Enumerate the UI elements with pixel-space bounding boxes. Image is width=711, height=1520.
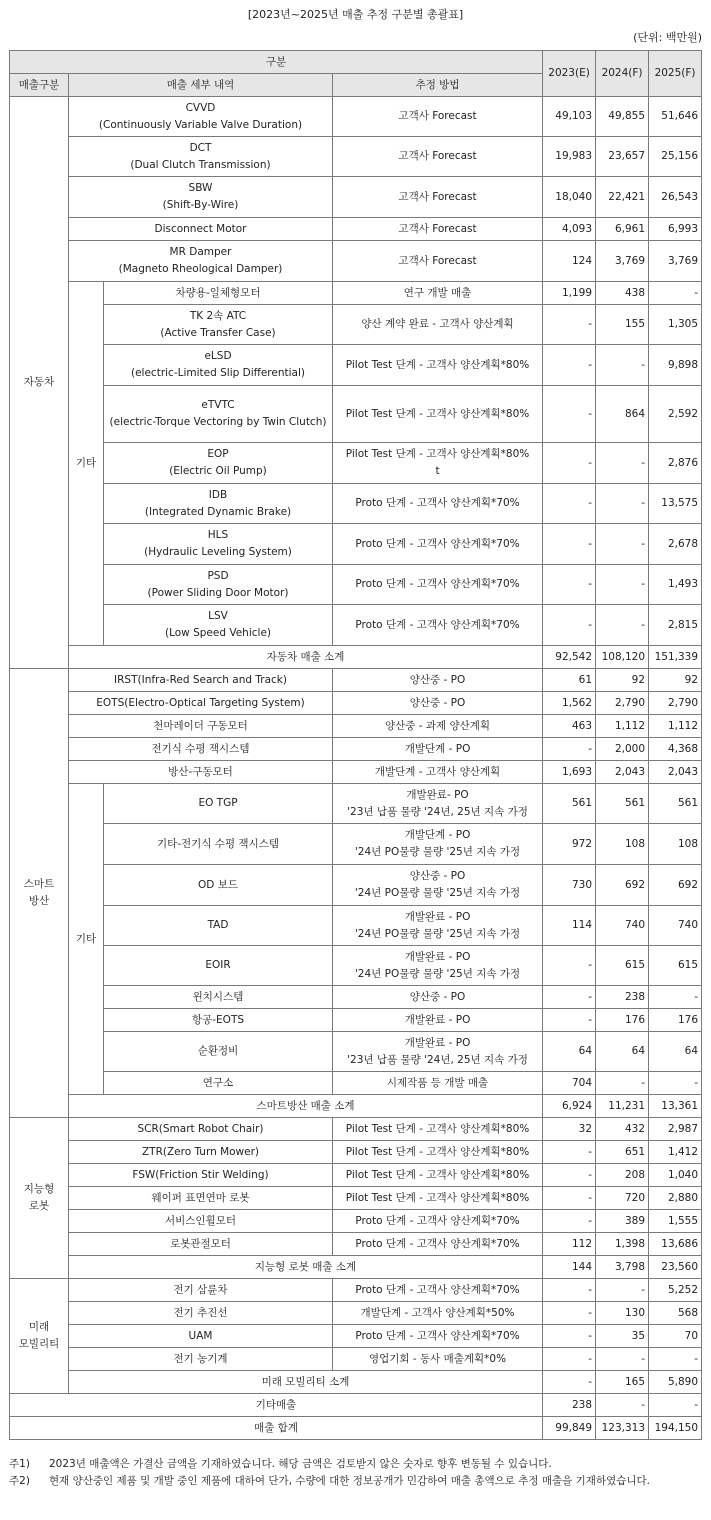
table-title: [2023년~2025년 매출 추정 구분별 총괄표] [247,8,464,21]
value-2025: 13,575 [649,484,702,524]
estimation-method: 개발완료 - PO [333,1009,543,1032]
header-2023: 2023(E) [543,51,596,97]
table-row [10,946,702,986]
estimation-method: Pilot Test 단계 - 고객사 양산계획*80% [333,1187,543,1210]
category-cell: 지능형 로봇 [10,1118,69,1279]
table-row [10,1187,702,1210]
table-row [10,565,702,605]
value-2025: - [649,986,702,1009]
estimation-method: Proto 단계 - 고객사 양산계획*70% [333,565,543,605]
value-2024: - [596,565,649,605]
table-row [10,443,702,484]
value-2023: - [543,1279,596,1302]
value-2025: - [649,1072,702,1095]
footnotes [9,1456,701,1491]
item-name: SBW (Shift-By-Wire) [69,177,333,218]
table-row [10,1302,702,1325]
estimation-method: 개발단계 - 고객사 양산계획 [333,761,543,784]
table-row [10,524,702,565]
table-row [10,177,702,218]
value-2023: 64 [543,1032,596,1072]
item-name: Disconnect Motor [69,218,333,241]
subtotal-row [10,1256,702,1279]
value-2025: - [649,1394,702,1417]
footnote [9,1456,701,1473]
value-2024: 208 [596,1164,649,1187]
other-sales-row-label: 기타매출 [10,1394,543,1417]
table-row [10,906,702,946]
value-2024: 92 [596,669,649,692]
item-name: 방산-구동모터 [69,761,333,784]
value-2024: 11,231 [596,1095,649,1118]
value-2025: 13,361 [649,1095,702,1118]
grand-total-row [10,1417,702,1440]
table-row [10,865,702,906]
subtotal-row [10,1095,702,1118]
value-2023: - [543,986,596,1009]
table-row [10,986,702,1009]
value-2023: 1,562 [543,692,596,715]
estimation-method: 개발완료 - PO '24년 PO물량 물량 '25년 지속 가정 [333,946,543,986]
table-row [10,669,702,692]
value-2023: - [543,1210,596,1233]
value-2023: - [543,443,596,484]
value-2025: 176 [649,1009,702,1032]
item-name: EOIR [104,946,333,986]
value-2023: 92,542 [543,646,596,669]
value-2023: - [543,484,596,524]
header-2025: 2025(F) [649,51,702,97]
footnote [9,1473,701,1490]
header-category: 매출구분 [10,74,69,97]
value-2023: 114 [543,906,596,946]
estimation-method: Proto 단계 - 고객사 양산계획*70% [333,1233,543,1256]
value-2023: - [543,1164,596,1187]
value-2025: 4,368 [649,738,702,761]
estimation-method: Pilot Test 단계 - 고객사 양산계획*80% [333,386,543,443]
sub-group-cell: 기타 [69,784,104,1095]
item-name: 차량용-일체형모터 [104,282,333,305]
value-2023: - [543,1302,596,1325]
estimation-method: 양산중 - PO [333,669,543,692]
table-row [10,761,702,784]
footnote-text: 2023년 매출액은 가결산 금액을 기재하였습니다. 해당 금액은 검토받지 않은 숫자로 향후 변동될 수 있습니다. [49,1458,552,1470]
table-row [10,715,702,738]
value-2023: 972 [543,824,596,865]
table-row [10,1072,702,1095]
value-2025: 13,686 [649,1233,702,1256]
estimation-method: 시제작품 등 개발 매출 [333,1072,543,1095]
table-row [10,1325,702,1348]
item-name: CVVD (Continuously Variable Valve Duration) [69,97,333,137]
table-row [10,345,702,386]
table-row [10,738,702,761]
item-name: ZTR(Zero Turn Mower) [69,1141,333,1164]
value-2024: 6,961 [596,218,649,241]
value-2023: - [543,946,596,986]
value-2025: 5,252 [649,1279,702,1302]
value-2025: 1,305 [649,305,702,345]
value-2024: 108 [596,824,649,865]
subtotal-label: 스마트방산 매출 소계 [69,1095,543,1118]
category-cell: 스마트 방산 [10,669,69,1118]
table-row [10,1118,702,1141]
table-row [10,1164,702,1187]
table-row [10,305,702,345]
item-name: TAD [104,906,333,946]
value-2024: 438 [596,282,649,305]
value-2024: - [596,605,649,646]
value-2024: 64 [596,1032,649,1072]
estimation-method: 개발완료- PO '23년 납품 물량 '24년, 25년 지속 가정 [333,784,543,824]
value-2025: 1,493 [649,565,702,605]
item-name: 서비스인휠모터 [69,1210,333,1233]
header-group: 구분 [10,51,543,74]
value-2023: 561 [543,784,596,824]
value-2023: - [543,605,596,646]
estimation-method: 양산 계약 완료 - 고객사 양산계획 [333,305,543,345]
value-2024: 561 [596,784,649,824]
item-name: EO TGP [104,784,333,824]
estimation-method: 고객사 Forecast [333,218,543,241]
item-name: 전기 삼륜차 [69,1279,333,1302]
subtotal-row [10,1371,702,1394]
value-2025: 151,339 [649,646,702,669]
value-2023: - [543,1009,596,1032]
value-2023: 238 [543,1394,596,1417]
value-2025: 70 [649,1325,702,1348]
footnote-text: 현재 양산중인 제품 및 개발 중인 제품에 대하여 단가, 수량에 대한 정보공개가 민감하여 매출 총액으로 추정 매출을 기재하였습니다. [49,1475,650,1488]
estimation-method: 고객사 Forecast [333,177,543,218]
value-2025: 740 [649,906,702,946]
value-2025: 108 [649,824,702,865]
value-2025: 2,987 [649,1118,702,1141]
item-name: IRST(Infra-Red Search and Track) [69,669,333,692]
value-2023: 1,199 [543,282,596,305]
value-2023: 49,103 [543,97,596,137]
value-2024: 3,798 [596,1256,649,1279]
subtotal-label: 지능형 로봇 매출 소계 [69,1256,543,1279]
table-row [10,1032,702,1072]
item-name: HLS (Hydraulic Leveling System) [104,524,333,565]
value-2025: 1,412 [649,1141,702,1164]
value-2024: 108,120 [596,646,649,669]
value-2025: 2,815 [649,605,702,646]
table-row [10,1210,702,1233]
value-2023: 124 [543,241,596,282]
revenue-table [9,50,702,1440]
value-2023: 112 [543,1233,596,1256]
table-body [10,97,702,1440]
estimation-method: 양산중 - PO [333,692,543,715]
footnote-tag: 주2) [9,1475,30,1488]
item-name: SCR(Smart Robot Chair) [69,1118,333,1141]
item-name: 웨이퍼 표면연마 로봇 [69,1187,333,1210]
header-detail: 매출 세부 내역 [69,74,333,97]
table-row [10,218,702,241]
value-2025: 6,993 [649,218,702,241]
item-name: UAM [69,1325,333,1348]
estimation-method: 영업기회 - 동사 매출계획*0% [333,1348,543,1371]
value-2023: - [543,305,596,345]
value-2025: 692 [649,865,702,906]
value-2024: 651 [596,1141,649,1164]
table-row [10,692,702,715]
estimation-method: Proto 단계 - 고객사 양산계획*70% [333,1210,543,1233]
item-name: 항공-EOTS [104,1009,333,1032]
value-2024: - [596,443,649,484]
value-2023: - [543,345,596,386]
value-2024: 22,421 [596,177,649,218]
value-2024: 692 [596,865,649,906]
value-2024: 165 [596,1371,649,1394]
estimation-method: 양산중 - PO '24년 PO물량 물량 '25년 지속 가정 [333,865,543,906]
table-row [10,1141,702,1164]
value-2024: 615 [596,946,649,986]
category-cell: 미래 모빌리티 [10,1279,69,1394]
table-row [10,137,702,177]
item-name: EOP (Electric Oil Pump) [104,443,333,484]
header-2024: 2024(F) [596,51,649,97]
value-2023: 144 [543,1256,596,1279]
table-row [10,1348,702,1371]
value-2024: - [596,345,649,386]
subtotal-row [10,646,702,669]
value-2024: 2,790 [596,692,649,715]
subtotal-label: 자동차 매출 소계 [69,646,543,669]
footnote-tag: 주1) [9,1458,30,1470]
subtotal-label: 미래 모빌리티 소계 [69,1371,543,1394]
value-2024: 123,313 [596,1417,649,1440]
value-2023: - [543,1187,596,1210]
value-2024: 432 [596,1118,649,1141]
value-2025: 2,880 [649,1187,702,1210]
estimation-method: Pilot Test 단계 - 고객사 양산계획*80% [333,1141,543,1164]
value-2024: 740 [596,906,649,946]
value-2025: 51,646 [649,97,702,137]
item-name: 전기식 수평 잭시스템 [69,738,333,761]
value-2023: - [543,1371,596,1394]
value-2023: 19,983 [543,137,596,177]
estimation-method: Proto 단계 - 고객사 양산계획*70% [333,484,543,524]
value-2024: 176 [596,1009,649,1032]
value-2023: - [543,1325,596,1348]
table-row [10,484,702,524]
value-2025: 5,890 [649,1371,702,1394]
table-row [10,97,702,137]
item-name: LSV (Low Speed Vehicle) [104,605,333,646]
table-row [10,824,702,865]
unit-label: (단위: 백만원) [633,31,702,44]
value-2025: 194,150 [649,1417,702,1440]
value-2025: 23,560 [649,1256,702,1279]
value-2025: 561 [649,784,702,824]
item-name: 윈치시스템 [104,986,333,1009]
value-2023: 32 [543,1118,596,1141]
value-2024: - [596,1072,649,1095]
item-name: eTVTC (electric-Torque Vectoring by Twin Clutch) [104,386,333,443]
item-name: DCT (Dual Clutch Transmission) [69,137,333,177]
estimation-method: 고객사 Forecast [333,97,543,137]
sub-group-cell: 기타 [69,282,104,646]
estimation-method: 양산중 - PO [333,986,543,1009]
value-2023: - [543,565,596,605]
table-row [10,386,702,443]
value-2024: 389 [596,1210,649,1233]
item-name: FSW(Friction Stir Welding) [69,1164,333,1187]
estimation-method: 양산중 - 과제 양산계획 [333,715,543,738]
value-2023: 730 [543,865,596,906]
grand-total-row-label: 매출 합계 [10,1417,543,1440]
item-name: 순환정비 [104,1032,333,1072]
item-name: 전기 추진선 [69,1302,333,1325]
value-2023: 704 [543,1072,596,1095]
estimation-method: Proto 단계 - 고객사 양산계획*70% [333,605,543,646]
value-2025: 9,898 [649,345,702,386]
value-2024: 2,000 [596,738,649,761]
estimation-method: Pilot Test 단계 - 고객사 양산계획*80% [333,1164,543,1187]
value-2024: - [596,524,649,565]
value-2024: - [596,1279,649,1302]
estimation-method: 개발단계 - PO [333,738,543,761]
value-2024: - [596,1394,649,1417]
value-2025: 64 [649,1032,702,1072]
item-name: 전기 농기계 [69,1348,333,1371]
header-method: 추정 방법 [333,74,543,97]
value-2024: 49,855 [596,97,649,137]
item-name: TK 2속 ATC (Active Transfer Case) [104,305,333,345]
table-row [10,784,702,824]
value-2024: 1,112 [596,715,649,738]
estimation-method: Pilot Test 단계 - 고객사 양산계획*80% t [333,443,543,484]
table-row [10,1233,702,1256]
estimation-method: 개발완료 - PO '23년 납품 물량 '24년, 25년 지속 가정 [333,1032,543,1072]
item-name: PSD (Power Sliding Door Motor) [104,565,333,605]
value-2023: 99,849 [543,1417,596,1440]
table-row [10,1009,702,1032]
value-2025: 2,678 [649,524,702,565]
estimation-method: Proto 단계 - 고객사 양산계획*70% [333,1279,543,1302]
estimation-method: Proto 단계 - 고객사 양산계획*70% [333,524,543,565]
value-2024: 864 [596,386,649,443]
value-2024: 155 [596,305,649,345]
item-name: OD 보드 [104,865,333,906]
value-2025: 25,156 [649,137,702,177]
value-2025: 568 [649,1302,702,1325]
value-2025: - [649,282,702,305]
value-2024: 3,769 [596,241,649,282]
item-name: eLSD (electric-Limited Slip Differential) [104,345,333,386]
value-2024: 238 [596,986,649,1009]
estimation-method: Pilot Test 단계 - 고객사 양산계획*80% [333,345,543,386]
estimation-method: Proto 단계 - 고객사 양산계획*70% [333,1325,543,1348]
value-2025: 2,592 [649,386,702,443]
value-2023: 1,693 [543,761,596,784]
value-2024: - [596,484,649,524]
value-2023: 18,040 [543,177,596,218]
value-2025: 3,769 [649,241,702,282]
item-name: MR Damper (Magneto Rheological Damper) [69,241,333,282]
value-2025: - [649,1348,702,1371]
estimation-method: 고객사 Forecast [333,241,543,282]
table-row [10,241,702,282]
value-2025: 92 [649,669,702,692]
item-name: 연구소 [104,1072,333,1095]
value-2023: - [543,738,596,761]
item-name: 천마레이더 구동모터 [69,715,333,738]
value-2025: 615 [649,946,702,986]
table-row [10,282,702,305]
table-row [10,1279,702,1302]
value-2023: 6,924 [543,1095,596,1118]
item-name: 기타-전기식 수평 잭시스템 [104,824,333,865]
value-2024: 720 [596,1187,649,1210]
item-name: IDB (Integrated Dynamic Brake) [104,484,333,524]
estimation-method: 연구 개발 매출 [333,282,543,305]
value-2023: 4,093 [543,218,596,241]
estimation-method: 고객사 Forecast [333,137,543,177]
item-name: EOTS(Electro-Optical Targeting System) [69,692,333,715]
value-2025: 2,043 [649,761,702,784]
category-cell: 자동차 [10,97,69,669]
other-sales-row [10,1394,702,1417]
value-2023: - [543,386,596,443]
value-2025: 1,555 [649,1210,702,1233]
estimation-method: 개발완료 - PO '24년 PO물량 물량 '25년 지속 가정 [333,906,543,946]
value-2023: - [543,1141,596,1164]
value-2023: 463 [543,715,596,738]
estimation-method: 개발단계 - 고객사 양산계획*50% [333,1302,543,1325]
value-2024: 1,398 [596,1233,649,1256]
value-2025: 26,543 [649,177,702,218]
value-2023: - [543,524,596,565]
value-2024: - [596,1348,649,1371]
value-2025: 1,040 [649,1164,702,1187]
table-row [10,605,702,646]
value-2024: 2,043 [596,761,649,784]
estimation-method: 개발단계 - PO '24년 PO물량 물량 '25년 지속 가정 [333,824,543,865]
item-name: 로봇관절모터 [69,1233,333,1256]
value-2025: 2,876 [649,443,702,484]
value-2023: - [543,1348,596,1371]
value-2025: 2,790 [649,692,702,715]
value-2023: 61 [543,669,596,692]
value-2024: 130 [596,1302,649,1325]
estimation-method: Pilot Test 단계 - 고객사 양산계획*80% [333,1118,543,1141]
value-2024: 35 [596,1325,649,1348]
value-2024: 23,657 [596,137,649,177]
value-2025: 1,112 [649,715,702,738]
